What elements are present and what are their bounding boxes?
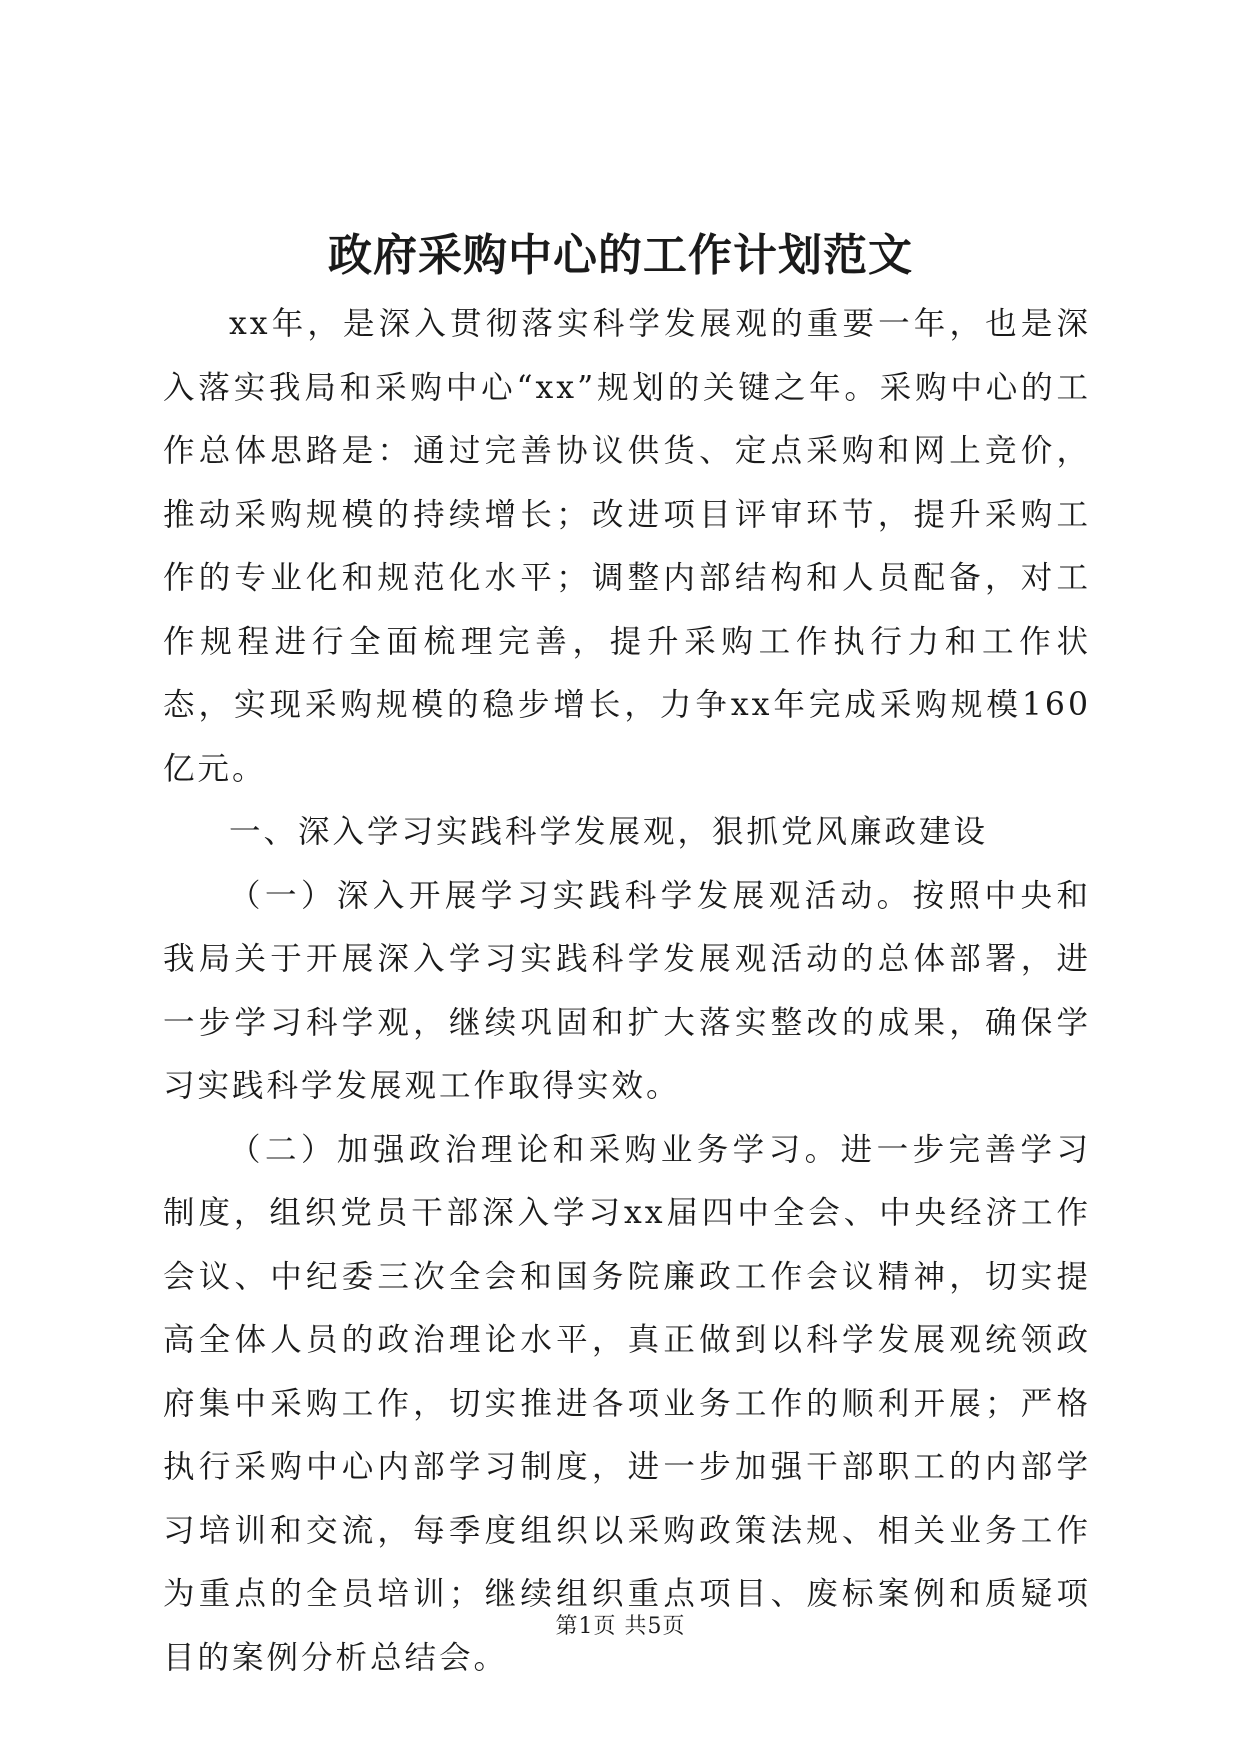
section-heading-1: 一、深入学习实践科学发展观，狠抓党风廉政建设: [229, 814, 989, 850]
subsection-paragraph-1: （一）深入开展学习实践科学发展观活动。按照中央和我局关于开展深入学习实践科学发展观活动的总体部署，进一步学习科学观，继续巩固和扩大落实整改的成果，确保学习实践科学发展观工作取得实效。: [163, 877, 1091, 1104]
document-title: 政府采购中心的工作计划范文: [328, 230, 913, 281]
subsection-paragraph-2: （二）加强政治理论和采购业务学习。进一步完善学习制度，组织党员干部深入学习xx届四中全会、中央经济工作会议、中纪委三次全会和国务院廉政工作会议精神，切实提高全体人员的政治理论水平，真正做到以科学发展观统领政府集中采购工作，切实推进各项业务工作的顺利开展；严格执行采购中心内部学习制度，进一步加强干部职工的内部学习培训和交流，每季度组织以采购政策法规、相关业务工作为重点的全员培训；继续组织重点项目、废标案例和质疑项目的案例分析总结会。: [163, 1131, 1091, 1676]
document-body: [163, 293, 1091, 1690]
intro-paragraph: xx年，是深入贯彻落实科学发展观的重要一年，也是深入落实我局和采购中心“xx”规划的关键之年。采购中心的工作总体思路是：通过完善协议供货、定点采购和网上竞价，推动采购规模的持续增长；改进项目评审环节，提升采购工作的专业化和规范化水平；调整内部结构和人员配备，对工作规程进行全面梳理完善，提升采购工作执行力和工作状态，实现采购规模的稳步增长，力争xx年完成采购规模160亿元。: [163, 306, 1091, 787]
page-number-footer: 第1页 共5页: [555, 1614, 686, 1639]
